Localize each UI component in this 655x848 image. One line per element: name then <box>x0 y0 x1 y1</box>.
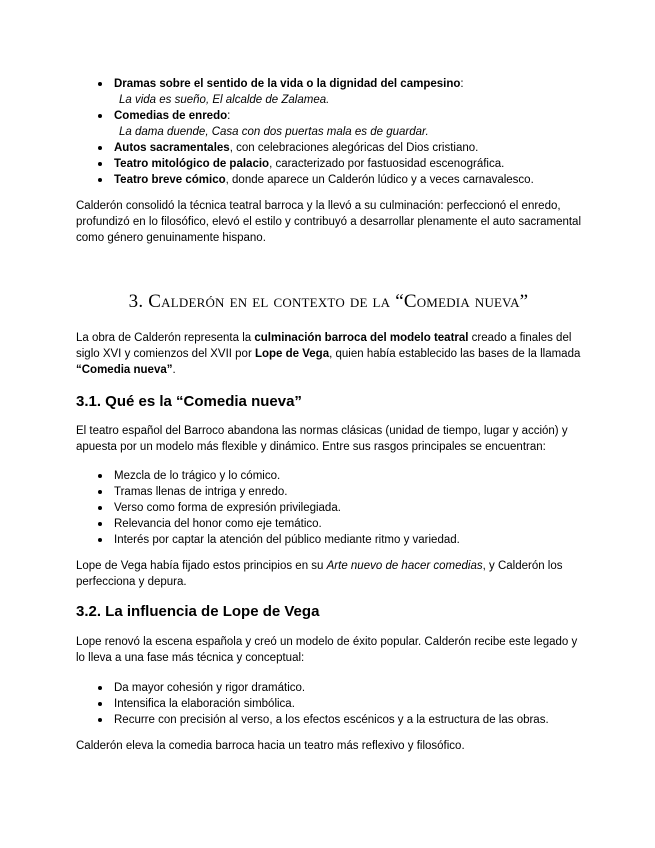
subsection-3-2-closing: Calderón eleva la comedia barroca hacia un teatro más reflexivo y filosófico. <box>76 740 465 752</box>
list-item: Intensifica la elaboración simbólica. <box>76 696 581 712</box>
list-item: Relevancia del honor como eje temático. <box>76 516 581 532</box>
list-item: Tramas llenas de intriga y enredo. <box>76 484 581 500</box>
features-list <box>76 468 581 548</box>
list-item: Dramas sobre el sentido de la vida o la dignidad del campesino: La vida es sueño, El alcalde de Zalamea. <box>76 76 581 108</box>
list-item: Teatro breve cómico, donde aparece un Calderón lúdico y a veces carnavalesco. <box>76 172 581 188</box>
subsection-title-3-2: 3.2. La influencia de Lope de Vega <box>76 603 320 620</box>
genre-list <box>76 76 581 188</box>
subsection-title-3-1: 3.1. Qué es la “Comedia nueva” <box>76 393 302 410</box>
subsection-3-1-closing: Lope de Vega había fijado estos principios en su Arte nuevo de hacer comedias, y Calderón los perfecciona y depura. <box>76 560 563 588</box>
influence-list <box>76 680 581 728</box>
subsection-3-1-paragraph: El teatro español del Barroco abandona las normas clásicas (unidad de tiempo, lugar y acción) y apuesta por un modelo más flexible y dinámico. Entre sus rasgos principales se encuentran: <box>76 425 568 453</box>
list-item: Interés por captar la atención del público mediante ritmo y variedad. <box>76 532 581 548</box>
list-item: Teatro mitológico de palacio, caracterizado por fastuosidad escenográfica. <box>76 156 581 172</box>
section-intro: La obra de Calderón representa la culminación barroca del modelo teatral creado a finales del siglo XVI y comienzos del XVII por Lope de Vega, quien había establecido las bases de la llamada “Comedia nueva”. <box>76 332 581 376</box>
list-item: Recurre con precisión al verso, a los efectos escénicos y a la estructura de las obras. <box>76 712 581 728</box>
paragraph-consolido: Calderón consolidó la técnica teatral barroca y la llevó a su culminación: perfeccionó el enredo, profundizó en lo filosófico, elevó el estilo y contribuyó a desarrollar plenamente el auto sacramental como género genuinamente hispano. <box>76 200 582 244</box>
list-item: Autos sacramentales, con celebraciones alegóricas del Dios cristiano. <box>76 140 581 156</box>
list-item: Mezcla de lo trágico y lo cómico. <box>76 468 581 484</box>
list-item-examples: La dama duende, Casa con dos puertas mala es de guardar. <box>119 126 429 138</box>
subsection-3-2-paragraph: Lope renovó la escena española y creó un modelo de éxito popular. Calderón recibe este legado y lo lleva a una fase más técnica y conceptual: <box>76 636 578 664</box>
list-item: Comedias de enredo: La dama duende, Casa con dos puertas mala es de guardar. <box>76 108 581 140</box>
list-item: Verso como forma de expresión privilegiada. <box>76 500 581 516</box>
list-item-examples: La vida es sueño, El alcalde de Zalamea. <box>119 94 330 106</box>
section-title: 3. Calderón en el contexto de la “Comedia nueva” <box>128 291 529 312</box>
list-item: Da mayor cohesión y rigor dramático. <box>76 680 581 696</box>
